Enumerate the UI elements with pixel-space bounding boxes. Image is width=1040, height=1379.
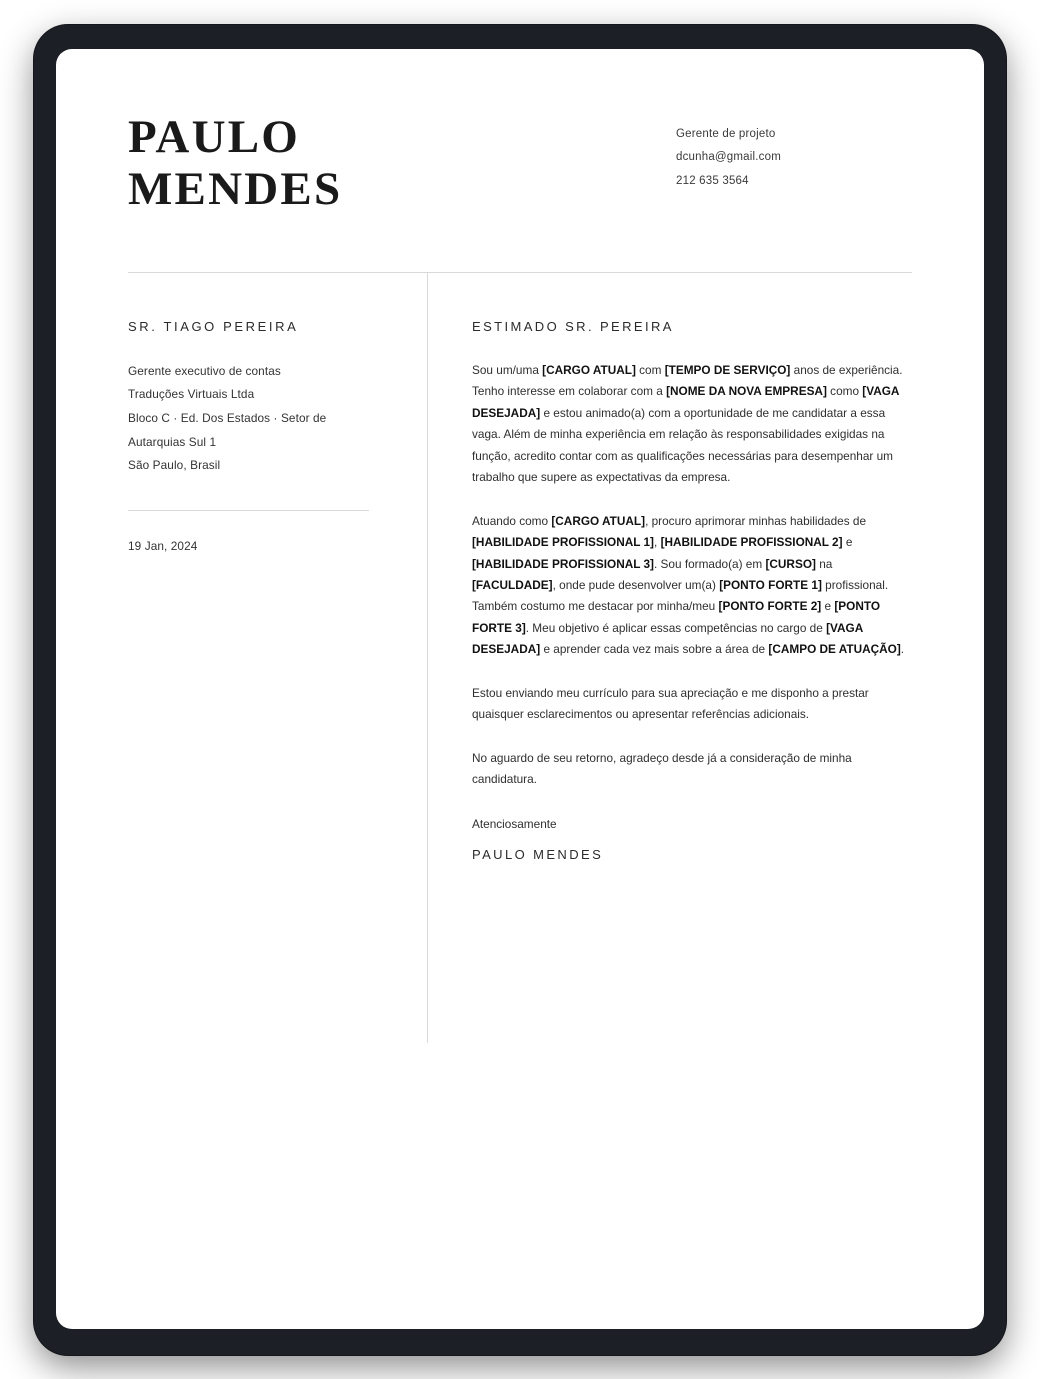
letter-signoff: Atenciosamente: [472, 816, 557, 831]
letter-paragraph: Sou um/uma [CARGO ATUAL] com [TEMPO DE SERVIÇO] anos de experiência. Tenho interesse em colaborar com a [NOME DA NOVA EMPRESA] como [VAGA DESEJADA] e estou animado(a) com a oportunidade de me candidatar a essa vaga. Além de minha experiência em relação às responsabilidades exigidas na função, acredito contar com as qualificações necessárias para desempenhar um trabalho que supere as expectativas da empresa.: [472, 362, 903, 485]
contact-block: [672, 123, 912, 194]
name-line-1: PAULO: [128, 110, 301, 163]
contact-email[interactable]: dcunha@gmail.com: [676, 151, 782, 164]
recipient-divider: [128, 510, 369, 511]
letter-signature: PAULO MENDES: [472, 846, 604, 862]
recipient-address-line: Traduções Virtuais Ltda: [128, 387, 255, 402]
contact-role: Gerente de projeto: [676, 127, 776, 140]
document-sheet: [56, 49, 984, 1329]
letter-paragraph: Estou enviando meu currículo para sua apreciação e me disponho a prestar quaisquer esclarecimentos ou apresentar referências adicionais.: [472, 685, 869, 722]
page-title: [128, 111, 342, 216]
letter-date: 19 Jan, 2024: [128, 538, 198, 553]
recipient-address-line: São Paulo, Brasil: [128, 458, 221, 473]
contact-phone[interactable]: 212 635 3564: [676, 174, 749, 187]
recipient-address-line: Autarquias Sul 1: [128, 434, 217, 449]
cover-letter: [56, 49, 984, 1329]
name-line-2: MENDES: [128, 163, 343, 216]
recipient-column: [128, 273, 428, 1043]
letter-header: [128, 111, 912, 216]
letter-column: [428, 273, 912, 1043]
letter-paragraph: Atuando como [CARGO ATUAL], procuro aprimorar minhas habilidades de [HABILIDADE PROFISSIONAL 1], [HABILIDADE PROFISSIONAL 2] e [HABILIDADE PROFISSIONAL 3]. Sou formado(a) em [CURSO] na [FACULDADE], onde pude desenvolver um(a) [PONTO FORTE 1] profissional. Também costumo me destacar por minha/meu [PONTO FORTE 2] e [PONTO FORTE 3]. Meu objetivo é aplicar essas competências no cargo de [VAGA DESEJADA] e aprender cada vez mais sobre a área de [CAMPO DE ATUAÇÃO].: [472, 513, 905, 657]
letter-body: [128, 273, 912, 1043]
recipient-title: SR. TIAGO PEREIRA: [128, 318, 299, 334]
recipient-address-line: Bloco C · Ed. Dos Estados · Setor de: [128, 410, 327, 425]
device-frame: [34, 25, 1006, 1355]
letter-paragraph: No aguardo de seu retorno, agradeço desde já a consideração de minha candidatura.: [472, 750, 852, 787]
recipient-address-line: Gerente executivo de contas: [128, 363, 281, 378]
letter-greeting: ESTIMADO SR. PEREIRA: [472, 318, 674, 334]
